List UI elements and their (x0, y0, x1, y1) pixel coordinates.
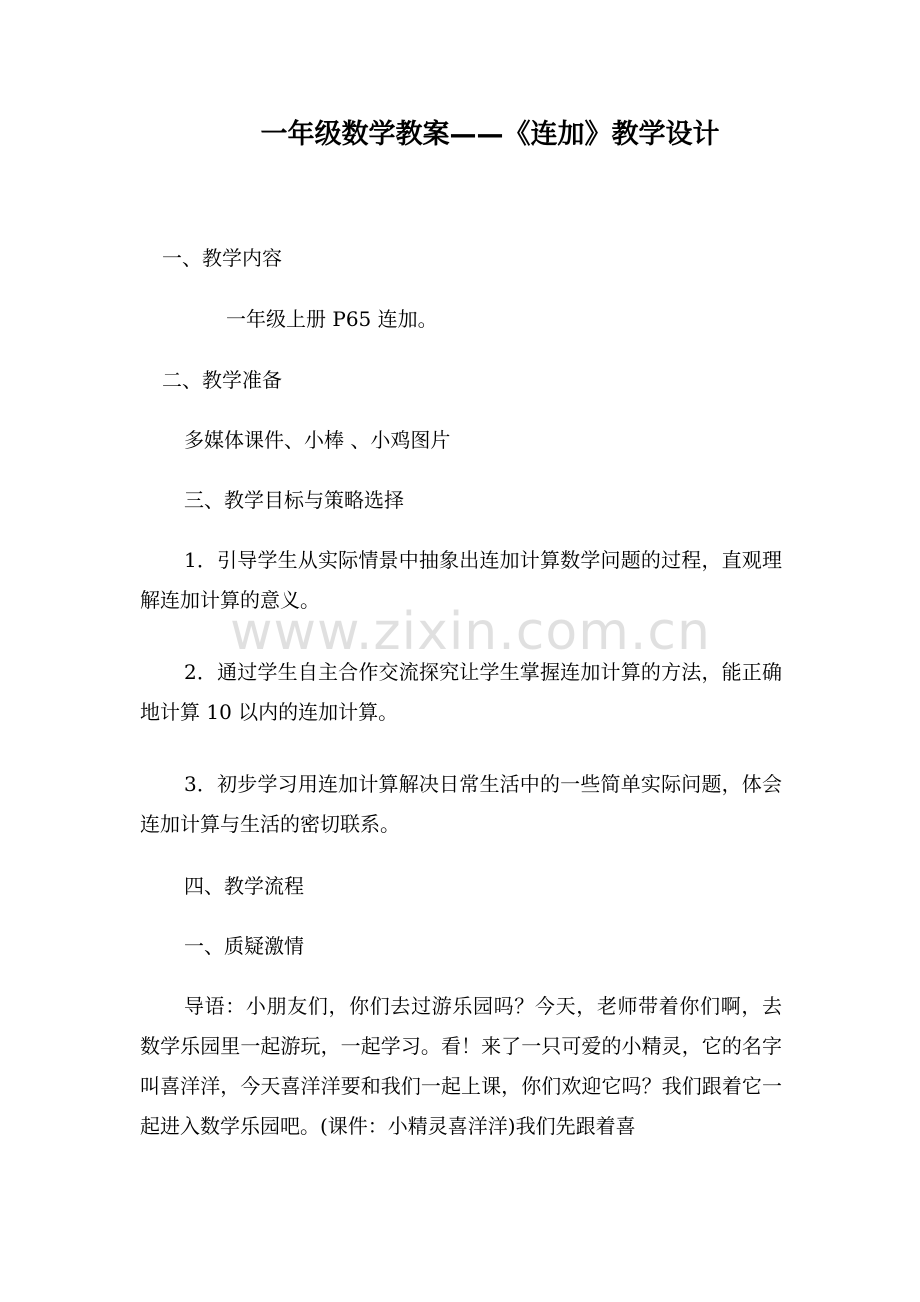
section-heading-flow: 四、教学流程 (184, 874, 304, 898)
watermark: www.zixin.com.cn (230, 602, 711, 662)
section-heading-prep: 二、教学准备 (162, 368, 282, 392)
section-heading-content: 一、教学内容 (162, 246, 282, 270)
flow-sub-heading: 一、质疑激情 (184, 934, 304, 958)
prep-text: 多媒体课件、小棒 、小鸡图片 (184, 428, 451, 452)
goal-paragraph-1: 1．引导学生从实际情景中抽象出连加计算数学问题的过程，直观理解连加计算的意义。 (140, 548, 782, 612)
goal-paragraph-3: 3．初步学习用连加计算解决日常生活中的一些简单实际问题，体会连加计算与生活的密切联系。 (140, 772, 782, 836)
goal-paragraph-2: 2．通过学生自主合作交流探究让学生掌握连加计算的方法，能正确地计算 10 以内的连加计算。 (140, 660, 782, 724)
content-text: 一年级上册 P65 连加。 (226, 307, 438, 331)
intro-paragraph: 导语：小朋友们，你们去过游乐园吗？今天，老师带着你们啊，去数学乐园里一起游玩，一起学习。看！来了一只可爱的小精灵，它的名字叫喜洋洋，今天喜洋洋要和我们一起上课，你们欢迎它吗？我们跟着它一起进入数学乐园吧。(课件：小精灵喜洋洋)我们先跟着喜 (140, 994, 782, 1138)
document-title: 一年级数学教案——《连加》教学设计 (260, 119, 720, 150)
section-heading-goals: 三、教学目标与策略选择 (184, 488, 404, 512)
